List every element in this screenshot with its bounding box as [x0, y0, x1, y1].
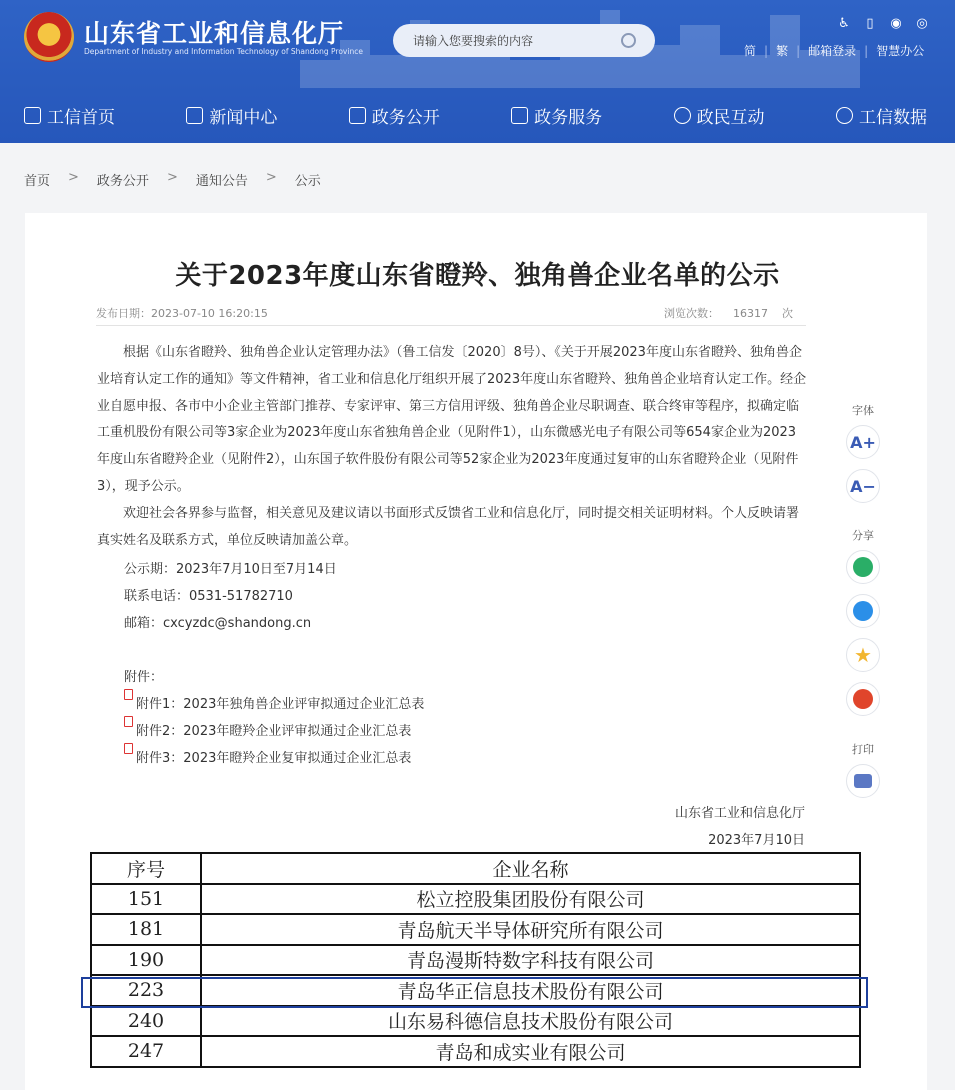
signature-org: 山东省工业和信息化厅: [674, 806, 805, 821]
share-label: 分享: [852, 529, 874, 542]
site-title: 山东省工业和信息化厅: [84, 19, 345, 48]
wechat-icon: [853, 557, 873, 577]
nav-item-label: 政务服务: [534, 108, 603, 128]
pdf-icon: [124, 743, 133, 754]
view-count-value: 16317: [733, 307, 768, 320]
table-row: [91, 1006, 860, 1037]
view-count-label: 浏览次数：: [664, 307, 719, 320]
table-cell-company: 青岛漫斯特数字科技有限公司: [201, 945, 860, 976]
share-weibo-button[interactable]: [846, 682, 880, 716]
contact-phone: 联系电话：0531-51782710: [124, 589, 293, 604]
table-cell-number: 240: [91, 1006, 201, 1037]
pdf-icon: [124, 716, 133, 727]
monitor-icon: [349, 107, 366, 124]
share-qq-button[interactable]: [846, 594, 880, 628]
site-header: [0, 0, 955, 143]
nav-item-news[interactable]: [186, 103, 277, 128]
accessibility-icon[interactable]: ♿: [838, 16, 850, 31]
traditional-chinese-link[interactable]: 繁: [776, 44, 789, 58]
site-subtitle: Department of Industry and Information Technology of Shandong Province: [84, 47, 363, 56]
share-wechat-button[interactable]: [846, 550, 880, 584]
weibo-icon: [853, 689, 873, 709]
breadcrumb-government-affairs[interactable]: 政务公开: [96, 174, 149, 189]
breadcrumb: [24, 170, 321, 189]
wechat-icon[interactable]: ◉: [890, 16, 902, 31]
font-decrease-button[interactable]: A−: [846, 469, 880, 503]
view-count-unit: 次: [782, 307, 793, 320]
attachment-link[interactable]: [124, 693, 424, 712]
search-input[interactable]: [393, 24, 655, 57]
top-links: [744, 42, 924, 59]
article-paragraph: 欢迎社会各界参与监督，相关意见及建议请以书面形式反馈省工业和信息化厅，同时提交相关证明材料。个人反映请署真实姓名及联系方式，单位反映请加盖公章。: [97, 505, 800, 548]
highlight-box: [81, 977, 868, 1008]
table-row: [91, 884, 860, 915]
attachment-link[interactable]: [124, 720, 411, 739]
breadcrumb-separator: >: [68, 170, 79, 185]
smart-office-link[interactable]: 智慧办公: [876, 44, 925, 58]
attachments-label: 附件：: [124, 670, 164, 685]
table-row: [91, 945, 860, 976]
breadcrumb-separator: >: [265, 170, 277, 185]
nav-item-label: 政务公开: [371, 108, 440, 128]
separator: |: [864, 43, 869, 58]
article-title: 关于2023年度山东省瞪羚、独角兽企业名单的公示: [175, 261, 780, 291]
news-icon: [186, 107, 203, 124]
printer-icon: [854, 774, 872, 788]
attachment-label: 附件1：2023年独角兽企业评审拟通过企业汇总表: [136, 697, 425, 712]
mobile-icon[interactable]: ▯: [866, 16, 874, 31]
table-cell-company: 青岛航天半导体研究所有限公司: [201, 914, 860, 945]
attachment-label: 附件2：2023年瞪羚企业评审拟通过企业汇总表: [136, 724, 412, 739]
table-header-company: 企业名称: [201, 853, 860, 884]
main-nav: [0, 88, 955, 143]
nav-item-interaction[interactable]: [674, 103, 765, 128]
nav-item-government-services[interactable]: [511, 103, 602, 128]
table-cell-number: 181: [91, 914, 201, 945]
publish-date: 发布日期：2023-07-10 16:20:15: [96, 307, 268, 320]
print-label: 打印: [852, 743, 874, 756]
print-button[interactable]: [846, 764, 880, 798]
table-cell-number: 223: [91, 975, 201, 1006]
nav-item-label: 工信数据: [858, 108, 927, 128]
table-cell-number: 190: [91, 945, 201, 976]
national-emblem-logo: [24, 12, 74, 62]
breadcrumb-public-notice[interactable]: 公示: [294, 174, 321, 189]
search-icon[interactable]: [621, 33, 636, 48]
weibo-icon[interactable]: ◎: [916, 16, 928, 31]
pdf-icon: [124, 689, 133, 700]
service-icon: [511, 107, 528, 124]
table-cell-company: 山东易科德信息技术股份有限公司: [201, 1006, 860, 1037]
top-icon-group: [836, 16, 930, 31]
nav-item-data[interactable]: [836, 103, 927, 128]
attachment-label: 附件3：2023年瞪羚企业复审拟通过企业汇总表: [136, 751, 412, 766]
attachment-link[interactable]: [124, 747, 411, 766]
email-login-link[interactable]: 邮箱登录: [808, 44, 857, 58]
home-icon: [24, 107, 41, 124]
database-icon: [836, 107, 853, 124]
table-row: [91, 1036, 860, 1067]
simplified-chinese-link[interactable]: 简: [744, 44, 757, 58]
separator: |: [796, 43, 801, 58]
star-icon: ★: [854, 643, 872, 667]
table-header-number: 序号: [91, 853, 201, 884]
article-body: [97, 340, 809, 554]
breadcrumb-home[interactable]: 首页: [24, 174, 51, 189]
divider: [96, 325, 806, 326]
breadcrumb-separator: >: [166, 170, 178, 185]
qq-icon: [853, 601, 873, 621]
table-cell-company: 青岛华正信息技术股份有限公司: [201, 975, 860, 1006]
nav-item-label: 工信首页: [47, 108, 115, 128]
notice-period: 公示期：2023年7月10日至7月14日: [124, 562, 337, 577]
table-cell-company: 松立控股集团股份有限公司: [201, 884, 860, 915]
signature-date: 2023年7月10日: [708, 833, 805, 848]
nav-item-label: 新闻中心: [209, 108, 278, 128]
company-table: [90, 852, 861, 1068]
table-cell-company: 青岛和成实业有限公司: [201, 1036, 860, 1067]
contact-email: 邮箱：cxcyzdc@shandong.cn: [124, 616, 312, 631]
font-size-label: 字体: [852, 404, 874, 417]
chat-icon: [674, 107, 691, 124]
article-paragraph: 根据《山东省瞪羚、独角兽企业认定管理办法》（鲁工信发〔2020〕8号）、《关于开展2023年度山东省瞪羚、独角兽企业培育认定工作的通知》等文件精神，省工业和信息化厅组织开展了2023年度山东省瞪羚、独角兽企业培育认定工作。经企业自愿申报、各市中小企业主管部门推荐、专家评审、第三方信用评级、独角兽企业尽职调查、联合终审等程序，拟确定临工重机股份有限公司等3家企业为2023年度山东省独角兽企业（见附件1），山东微感光电子有限公司等654家企业为2023年度山东省瞪羚企业（见附件2），山东国子软件股份有限公司等52家企业为2023年度通过复审的山东省瞪羚企业（见附件3），现予公示。: [97, 345, 807, 494]
font-increase-button[interactable]: A+: [846, 425, 880, 459]
share-favorite-button[interactable]: [846, 638, 880, 672]
table-cell-number: 247: [91, 1036, 201, 1067]
nav-item-home[interactable]: [24, 103, 115, 128]
table-row: [91, 914, 860, 945]
nav-item-government-affairs[interactable]: [349, 103, 440, 128]
nav-item-label: 政民互动: [696, 108, 765, 128]
separator: |: [764, 43, 769, 58]
breadcrumb-notices[interactable]: 通知公告: [195, 174, 248, 189]
view-count: [664, 305, 793, 321]
table-cell-number: 151: [91, 884, 201, 915]
table-header-row: [91, 853, 860, 884]
